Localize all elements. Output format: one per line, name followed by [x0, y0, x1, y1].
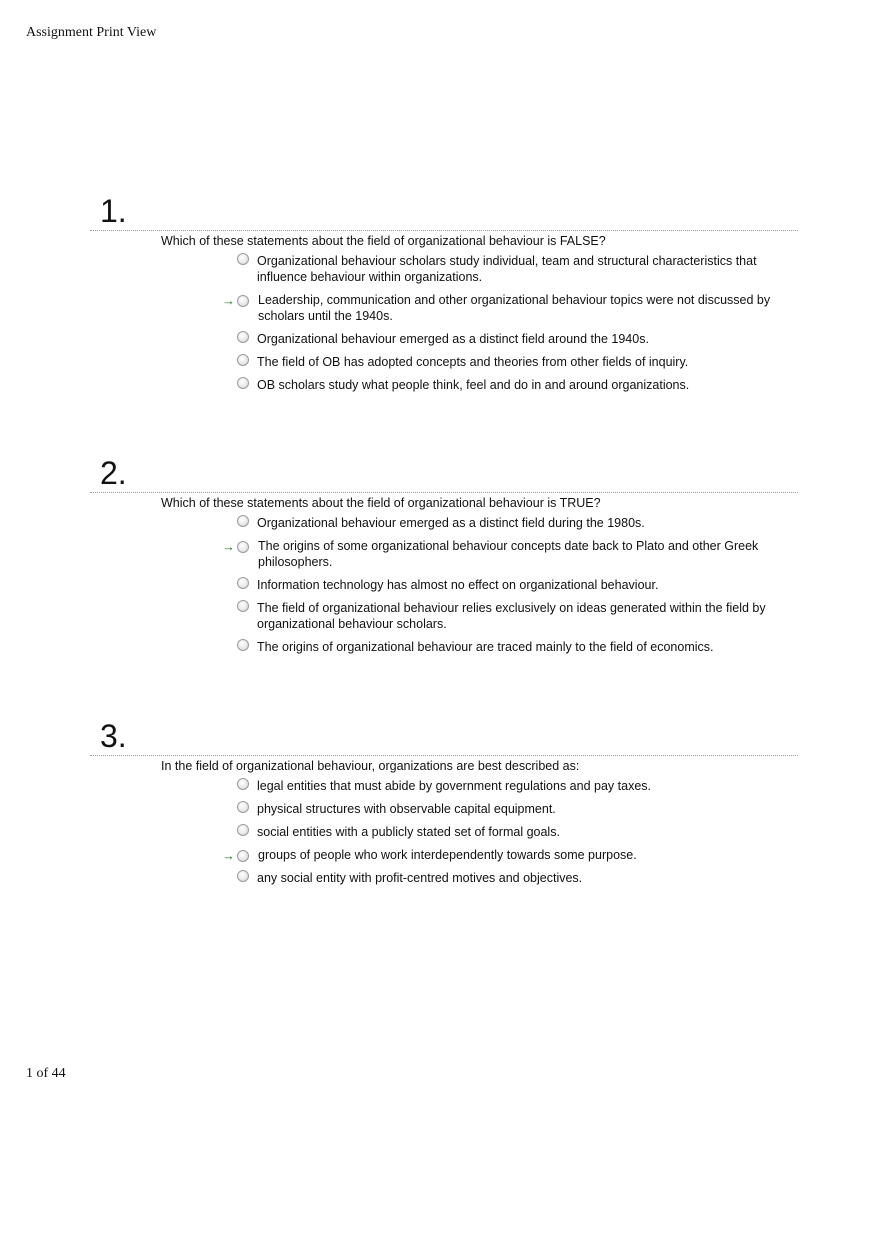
answer-option — [90, 577, 798, 593]
radio-button[interactable] — [237, 870, 249, 882]
answer-options — [90, 515, 798, 655]
radio-button[interactable] — [237, 515, 249, 527]
correct-answer-arrow-icon: → — [222, 539, 235, 554]
answer-option-text: Leadership, communication and other organizational behaviour topics were not discussed by scholars until the 1940s. — [258, 293, 771, 323]
divider — [90, 492, 798, 493]
answer-option-text: legal entities that must abide by government regulations and pay taxes. — [257, 779, 651, 793]
correct-answer-arrow-icon: → — [222, 293, 235, 308]
answer-option — [90, 354, 798, 370]
question-number: 1. — [100, 193, 127, 229]
answer-option-text: The origins of some organizational behaviour concepts date back to Plato and other Greek philosophers. — [258, 539, 759, 569]
answer-option-text: any social entity with profit-centred motives and objectives. — [257, 871, 583, 885]
question-3 — [90, 718, 798, 893]
answer-option — [90, 778, 798, 794]
answer-option-text: The field of organizational behaviour relies exclusively on ideas generated within the field by organizational behaviour scholars. — [257, 601, 766, 631]
answer-options — [90, 253, 798, 393]
answer-option — [90, 331, 798, 347]
answer-options — [90, 778, 798, 886]
answer-option — [90, 600, 798, 632]
answer-option-text: Information technology has almost no effect on organizational behaviour. — [257, 578, 659, 592]
question-number: 3. — [100, 718, 127, 754]
correct-answer-arrow-icon: → — [222, 848, 235, 863]
page-indicator: 1 of 44 — [26, 1066, 66, 1081]
answer-option — [90, 824, 798, 840]
radio-button[interactable] — [237, 253, 249, 265]
answer-option-text: OB scholars study what people think, feel and do in and around organizations. — [257, 378, 690, 392]
answer-option — [90, 253, 798, 285]
answer-option-text: The origins of organizational behaviour are traced mainly to the field of economics. — [257, 640, 714, 654]
radio-button[interactable] — [237, 600, 249, 612]
answer-option-text: Organizational behaviour emerged as a distinct field around the 1940s. — [257, 332, 649, 346]
radio-button[interactable] — [237, 354, 249, 366]
question-number: 2. — [100, 455, 127, 491]
answer-option-correct — [90, 292, 798, 324]
answer-option-text: The field of OB has adopted concepts and theories from other fields of inquiry. — [257, 355, 689, 369]
answer-option-correct — [90, 847, 798, 863]
page-header: Assignment Print View — [26, 25, 157, 40]
question-text: In the field of organizational behaviour, organizations are best described as: — [161, 759, 580, 773]
answer-option-text: Organizational behaviour scholars study individual, team and structural characteristics that influence behaviour within organizations. — [257, 254, 757, 284]
radio-button[interactable] — [237, 824, 249, 836]
answer-option — [90, 639, 798, 655]
radio-button[interactable] — [237, 577, 249, 589]
answer-option — [90, 801, 798, 817]
answer-option-correct — [90, 538, 798, 570]
answer-option — [90, 870, 798, 886]
radio-button[interactable] — [237, 331, 249, 343]
radio-button[interactable] — [237, 295, 249, 307]
answer-option-text: physical structures with observable capital equipment. — [257, 802, 556, 816]
question-text: Which of these statements about the field of organizational behaviour is TRUE? — [161, 496, 601, 510]
radio-button[interactable] — [237, 541, 249, 553]
answer-option-text: groups of people who work interdependently towards some purpose. — [258, 848, 637, 862]
divider — [90, 755, 798, 756]
divider — [90, 230, 798, 231]
question-1 — [90, 193, 798, 400]
answer-option-text: social entities with a publicly stated set of formal goals. — [257, 825, 560, 839]
radio-button[interactable] — [237, 850, 249, 862]
answer-option — [90, 515, 798, 531]
answer-option — [90, 377, 798, 393]
radio-button[interactable] — [237, 639, 249, 651]
question-text: Which of these statements about the field of organizational behaviour is FALSE? — [161, 234, 606, 248]
radio-button[interactable] — [237, 377, 249, 389]
radio-button[interactable] — [237, 778, 249, 790]
question-2 — [90, 455, 798, 662]
answer-option-text: Organizational behaviour emerged as a distinct field during the 1980s. — [257, 516, 645, 530]
radio-button[interactable] — [237, 801, 249, 813]
